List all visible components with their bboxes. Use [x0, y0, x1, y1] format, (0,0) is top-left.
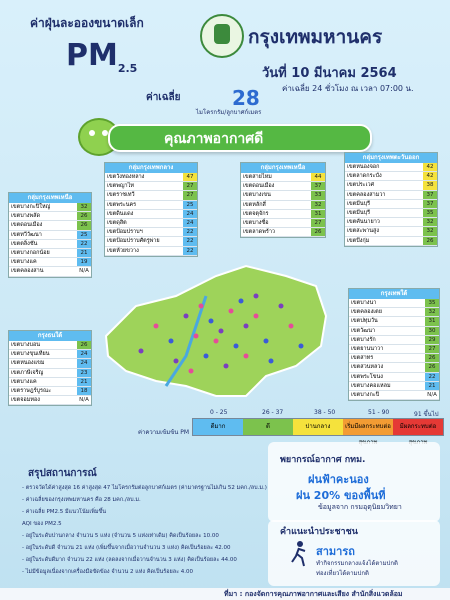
- table-row: [349, 354, 439, 363]
- runner-icon: [290, 540, 308, 568]
- district-value: 22: [183, 237, 197, 245]
- district-name: เขตดอนเมือง: [11, 222, 43, 229]
- footer: [0, 588, 450, 600]
- station-dot: [214, 339, 219, 344]
- bangkok-seal-icon: [200, 14, 244, 58]
- district-name: เขตดอนเมือง: [243, 183, 275, 190]
- district-value: 24: [183, 219, 197, 227]
- district-value: 21: [77, 378, 91, 386]
- district-value: 33: [311, 191, 325, 199]
- district-name: เขตป้อมปราบศัตรูพ่าย: [107, 238, 160, 245]
- district-name: เขตห้วยขวาง: [107, 247, 139, 254]
- table-row: [345, 200, 437, 209]
- station-dot: [254, 294, 259, 299]
- date-label: วันที่ 10 มีนาคม 2564: [262, 66, 397, 81]
- district-value: 32: [311, 201, 325, 209]
- district-value: 26: [423, 237, 437, 245]
- table-row: [241, 210, 325, 219]
- legend-level: ปานกลาง: [293, 419, 343, 435]
- table-title: กลุ่มกรุงเทพเหนือ: [241, 163, 325, 173]
- average-value: 28: [232, 86, 260, 110]
- district-name: เขตมีนบุรี: [347, 209, 371, 216]
- district-value: 19: [77, 258, 91, 266]
- legend-tick: 26 - 37: [262, 409, 284, 416]
- district-name: เขตวังทองหลาง: [107, 174, 145, 180]
- district-name: เขตจตุจักร: [243, 210, 269, 217]
- district-name: เขตตลิ่งชัน: [11, 240, 38, 247]
- forecast-line: ฝนฟ้าคะนอง: [308, 473, 369, 486]
- district-value: 29: [425, 336, 439, 344]
- station-dot: [279, 304, 284, 309]
- table-row: [9, 203, 91, 212]
- table-row: [241, 191, 325, 200]
- district-value: N/A: [425, 391, 439, 399]
- table-row: [349, 345, 439, 354]
- table-title: กรุงเทพใต้: [349, 289, 439, 299]
- district-value: 24: [77, 350, 91, 358]
- summary-line: AQI ของ PM2.5: [22, 521, 62, 527]
- table-title: กลุ่มกรุงเทพกลาง: [105, 163, 197, 173]
- table-row: [241, 182, 325, 191]
- legend-tick: 0 - 25: [210, 409, 228, 416]
- district-name: เขตป้อมปราบฯ: [107, 229, 143, 236]
- station-dot: [239, 299, 244, 304]
- table-row: [345, 218, 437, 227]
- district-name: เขตบางกะปิ: [351, 391, 380, 398]
- table-row: [9, 341, 91, 350]
- station-dot: [224, 364, 229, 369]
- district-value: N/A: [77, 267, 91, 275]
- table-row: [105, 173, 197, 182]
- table-row: [345, 227, 437, 236]
- station-dot: [204, 354, 209, 359]
- table-row: [349, 363, 439, 372]
- district-value: 30: [425, 327, 439, 335]
- table-north: [8, 192, 92, 278]
- table-row: [105, 219, 197, 228]
- table-row: [105, 201, 197, 210]
- district-name: เขตลาดพร้าว: [243, 229, 275, 236]
- summary-line: - ไม่มีข้อมูลเนื่องจากเครื่องมือขัดข้อง จำนวน 2 แห่ง คิดเป็นร้อยละ 4.00: [22, 569, 194, 575]
- table-row: [105, 191, 197, 200]
- district-name: เขตคลองสามวา: [347, 191, 386, 198]
- summary-line: - อยู่ในระดับดีมาก จำนวน 22 แห่ง (ลดลงจากเมื่อวานจำนวน 3 แห่ง) คิดเป็นร้อยละ 44.00: [22, 557, 237, 563]
- average-unit: ไมโครกรัม/ลูกบาศก์เมตร: [196, 109, 262, 116]
- table-title: กลุ่มกรุงเทพตะวันออก: [345, 153, 437, 163]
- table-row: [9, 267, 91, 276]
- table-row: [345, 172, 437, 181]
- district-name: เขตพระโขนง: [351, 373, 383, 380]
- district-name: เขตพระนคร: [107, 201, 137, 208]
- summary-line: - อยู่ในระดับปานกลาง จำนวน 5 แห่ง (จำนวน 5 แห่งเท่าเดิม) คิดเป็นร้อยละ 10.00: [22, 533, 219, 539]
- district-value: 44: [311, 173, 325, 181]
- forecast-title: พยากรณ์อากาศ กทม.: [280, 455, 366, 465]
- district-name: เขตบางขุนเทียน: [11, 351, 50, 358]
- district-value: 47: [183, 173, 197, 181]
- summary-line: - ตรวจวัดได้ค่าสูงสุด 16 ค่าสูงสุด 47 ไมโครกรัมต่อลูกบาศก์เมตร (ค่ามาตรฐานไม่เกิน 52 มคก./ลบ.ม.): [22, 485, 267, 491]
- district-value: 37: [423, 191, 437, 199]
- district-value: 26: [77, 341, 91, 349]
- table-row: [105, 182, 197, 191]
- district-name: เขตบางเขน: [243, 192, 271, 199]
- station-dot: [194, 334, 199, 339]
- district-name: เขตหนองจอก: [347, 164, 380, 170]
- table-row: [241, 228, 325, 237]
- table-row: [9, 249, 91, 258]
- legend-caption: ค่าความเข้มข้น PM: [138, 429, 190, 436]
- table-row: [349, 327, 439, 336]
- table-row: [241, 173, 325, 182]
- district-name: เขตยานนาวา: [351, 345, 384, 352]
- district-name: เขตสายไหม: [243, 174, 272, 180]
- district-value: 27: [425, 345, 439, 353]
- summary-line: - อยู่ในระดับดี จำนวน 21 แห่ง (เพิ่มขึ้นจากเมื่อวานจำนวน 3 แห่ง) คิดเป็นร้อยละ 42.00: [22, 545, 231, 551]
- table-row: [9, 221, 91, 230]
- district-value: 22: [183, 228, 197, 236]
- table-row: [9, 369, 91, 378]
- table-row: [349, 336, 439, 345]
- table-row: [241, 201, 325, 210]
- district-value: 26: [311, 228, 325, 236]
- station-dot: [269, 359, 274, 364]
- advice-line: ทำกิจกรรมกลางแจ้งได้ตามปกติ: [316, 560, 398, 567]
- district-value: 32: [77, 203, 91, 211]
- bangkok-district-map: [96, 256, 328, 402]
- district-value: 26: [425, 354, 439, 362]
- advice-title: คำแนะนำประชาชน: [280, 527, 358, 537]
- table-row: [105, 228, 197, 237]
- station-dot: [234, 344, 239, 349]
- average-note: ค่าเฉลี่ย 24 ชั่วโมง ณ เวลา 07:00 น.: [282, 84, 414, 93]
- district-name: เขตบางแค: [11, 259, 37, 266]
- table-row: [105, 237, 197, 246]
- district-name: เขตบางนา: [351, 300, 377, 306]
- advice-line: สามารถ: [316, 545, 355, 558]
- district-value: 37: [423, 200, 437, 208]
- table-row: [9, 258, 91, 267]
- legend-tick: 91 ขึ้นไป: [414, 411, 439, 418]
- table-row: [345, 237, 437, 246]
- district-name: เขตสะพานสูง: [347, 228, 380, 235]
- table-row: [9, 378, 91, 387]
- district-name: เขตบางกอกน้อย: [11, 249, 50, 256]
- air-quality-banner: คุณภาพอากาศดี: [108, 124, 372, 152]
- district-name: เขตสาทร: [351, 355, 374, 362]
- summary-line: - ค่าเฉลี่ยของกรุงเทพมหานคร คือ 28 มคก./ลบ.ม.: [22, 497, 141, 503]
- table-row: [349, 299, 439, 308]
- station-dot: [299, 344, 304, 349]
- station-dot: [169, 339, 174, 344]
- table-east: [344, 152, 438, 247]
- district-name: เขตหนองแขม: [11, 360, 45, 367]
- table-south: [348, 288, 440, 401]
- table-row: [105, 210, 197, 219]
- district-value: 26: [77, 212, 91, 220]
- station-dot: [229, 309, 234, 314]
- district-value: 31: [425, 317, 439, 325]
- legend-level: มีผลกระทบต่อ: [393, 419, 443, 435]
- district-value: 22: [425, 373, 439, 381]
- table-row: [345, 209, 437, 218]
- district-name: เขตบางซื่อ: [243, 219, 269, 226]
- legend-tick: 38 - 50: [314, 409, 336, 416]
- district-name: เขตบางพลัด: [11, 213, 41, 220]
- district-value: 25: [77, 231, 91, 239]
- table-row: [241, 219, 325, 228]
- district-value: N/A: [77, 396, 91, 404]
- advice-line: ท่องเที่ยวได้ตามปกติ: [316, 570, 369, 577]
- table-row: [349, 317, 439, 326]
- district-name: เขตหลักสี่: [243, 201, 266, 208]
- pm-label: $PM_{2.5}$: [66, 38, 138, 75]
- station-dot: [244, 354, 249, 359]
- table-thonburi: [8, 330, 92, 406]
- district-name: เขตราษฎร์บูรณะ: [11, 387, 52, 394]
- legend-level: เริ่มมีผลกระทบต่อ: [343, 419, 393, 435]
- district-value: 42: [423, 172, 437, 180]
- district-name: เขตบางแค: [11, 378, 37, 385]
- table-row: [349, 373, 439, 382]
- district-value: 22: [77, 240, 91, 248]
- district-value: 37: [311, 182, 325, 190]
- station-dot: [244, 324, 249, 329]
- district-value: 24: [183, 210, 197, 218]
- district-value: 24: [77, 359, 91, 367]
- district-name: เขตดุสิต: [107, 219, 127, 226]
- footer-source: ที่มา : กองจัดการคุณภาพอากาศและเสียง สำนักสิ่งแวดล้อม: [224, 590, 403, 598]
- district-value: 35: [423, 209, 437, 217]
- forecast-line: ฝน 20% ของพื้นที่: [296, 489, 386, 502]
- table-row: [349, 382, 439, 391]
- station-dot: [209, 319, 214, 324]
- district-value: 27: [183, 191, 197, 199]
- table-title: กรุงธนใต้: [9, 331, 91, 341]
- district-name: เขตบางกะปิใหญ่: [11, 204, 51, 210]
- table-row: [9, 212, 91, 221]
- table-row: [349, 308, 439, 317]
- table-row: [9, 396, 91, 405]
- summary-title: สรุปสถานการณ์: [28, 468, 97, 479]
- district-name: เขตบางคอแหลม: [351, 382, 391, 389]
- table-row: [9, 387, 91, 396]
- district-value: 32: [423, 227, 437, 235]
- district-name: เขตมีนบุรี: [347, 200, 371, 207]
- table-row: [345, 191, 437, 200]
- district-name: เขตทวีวัฒนา: [11, 231, 42, 238]
- table-row: [105, 247, 197, 256]
- table-row: [345, 181, 437, 190]
- district-value: 32: [425, 308, 439, 316]
- district-value: 32: [423, 218, 437, 226]
- average-label: ค่าเฉลี่ย: [146, 92, 181, 103]
- summary-line: - ค่าเฉลี่ย PM2.5 มีแนวโน้มเพิ่มขึ้น: [22, 509, 107, 515]
- district-name: เขตคลองเตย: [351, 309, 382, 316]
- station-dot: [189, 369, 194, 374]
- legend-tick: 51 - 90: [368, 409, 390, 416]
- district-value: 38: [423, 181, 437, 189]
- table-title: กลุ่มกรุงเทพเหนือ: [9, 193, 91, 203]
- district-value: 26: [425, 363, 439, 371]
- district-value: 31: [311, 210, 325, 218]
- city-title: กรุงเทพมหานคร: [248, 26, 383, 48]
- table-northeast: [240, 162, 326, 238]
- aqi-legend: [192, 418, 444, 436]
- district-name: เขตดินแดง: [107, 210, 134, 217]
- district-name: เขตวัฒนา: [351, 327, 376, 334]
- forecast-source: ข้อมูลจาก กรมอุตุนิยมวิทยา: [318, 503, 402, 511]
- district-name: เขตลาดกระบัง: [347, 173, 382, 180]
- table-row: [9, 350, 91, 359]
- legend-level: ดีมาก: [193, 419, 243, 435]
- district-name: เขตคันนายาว: [347, 219, 380, 226]
- district-value: 26: [77, 221, 91, 229]
- district-value: 42: [423, 163, 437, 171]
- legend-level: ดี: [243, 419, 293, 435]
- table-row: [349, 391, 439, 400]
- district-value: 27: [183, 182, 197, 190]
- district-value: 18: [77, 387, 91, 395]
- table-center: [104, 162, 198, 257]
- district-name: เขตจอมทอง: [11, 397, 40, 404]
- header-title: ค่าฝุ่นละอองขนาดเล็ก: [30, 16, 144, 30]
- table-row: [9, 231, 91, 240]
- station-dot: [199, 304, 204, 309]
- station-dot: [289, 324, 294, 329]
- station-dot: [174, 359, 179, 364]
- table-row: [345, 163, 437, 172]
- district-name: เขตปทุมวัน: [351, 318, 378, 325]
- district-value: 25: [183, 201, 197, 209]
- station-dot: [139, 349, 144, 354]
- district-value: 22: [183, 247, 197, 255]
- district-name: เขตสวนหลวง: [351, 364, 384, 371]
- station-dot: [254, 314, 259, 319]
- station-dot: [154, 324, 159, 329]
- table-row: [9, 240, 91, 249]
- station-dot: [184, 314, 189, 319]
- station-dot: [264, 339, 269, 344]
- district-value: 23: [77, 369, 91, 377]
- district-name: เขตราชเทวี: [107, 192, 135, 199]
- district-value: 21: [425, 382, 439, 390]
- district-value: 27: [311, 219, 325, 227]
- district-name: เขตบางบอน: [11, 342, 41, 348]
- district-name: เขตบึงกุ่ม: [347, 237, 370, 244]
- district-name: เขตบางรัก: [351, 336, 376, 343]
- table-row: [9, 359, 91, 368]
- district-value: 35: [425, 299, 439, 307]
- district-name: เขตประเวศ: [347, 182, 375, 189]
- district-name: เขตคลองสาน: [11, 268, 44, 275]
- district-name: เขตพญาไท: [107, 183, 135, 190]
- station-dot: [219, 329, 224, 334]
- district-name: เขตภาษีเจริญ: [11, 369, 44, 376]
- district-value: 21: [77, 249, 91, 257]
